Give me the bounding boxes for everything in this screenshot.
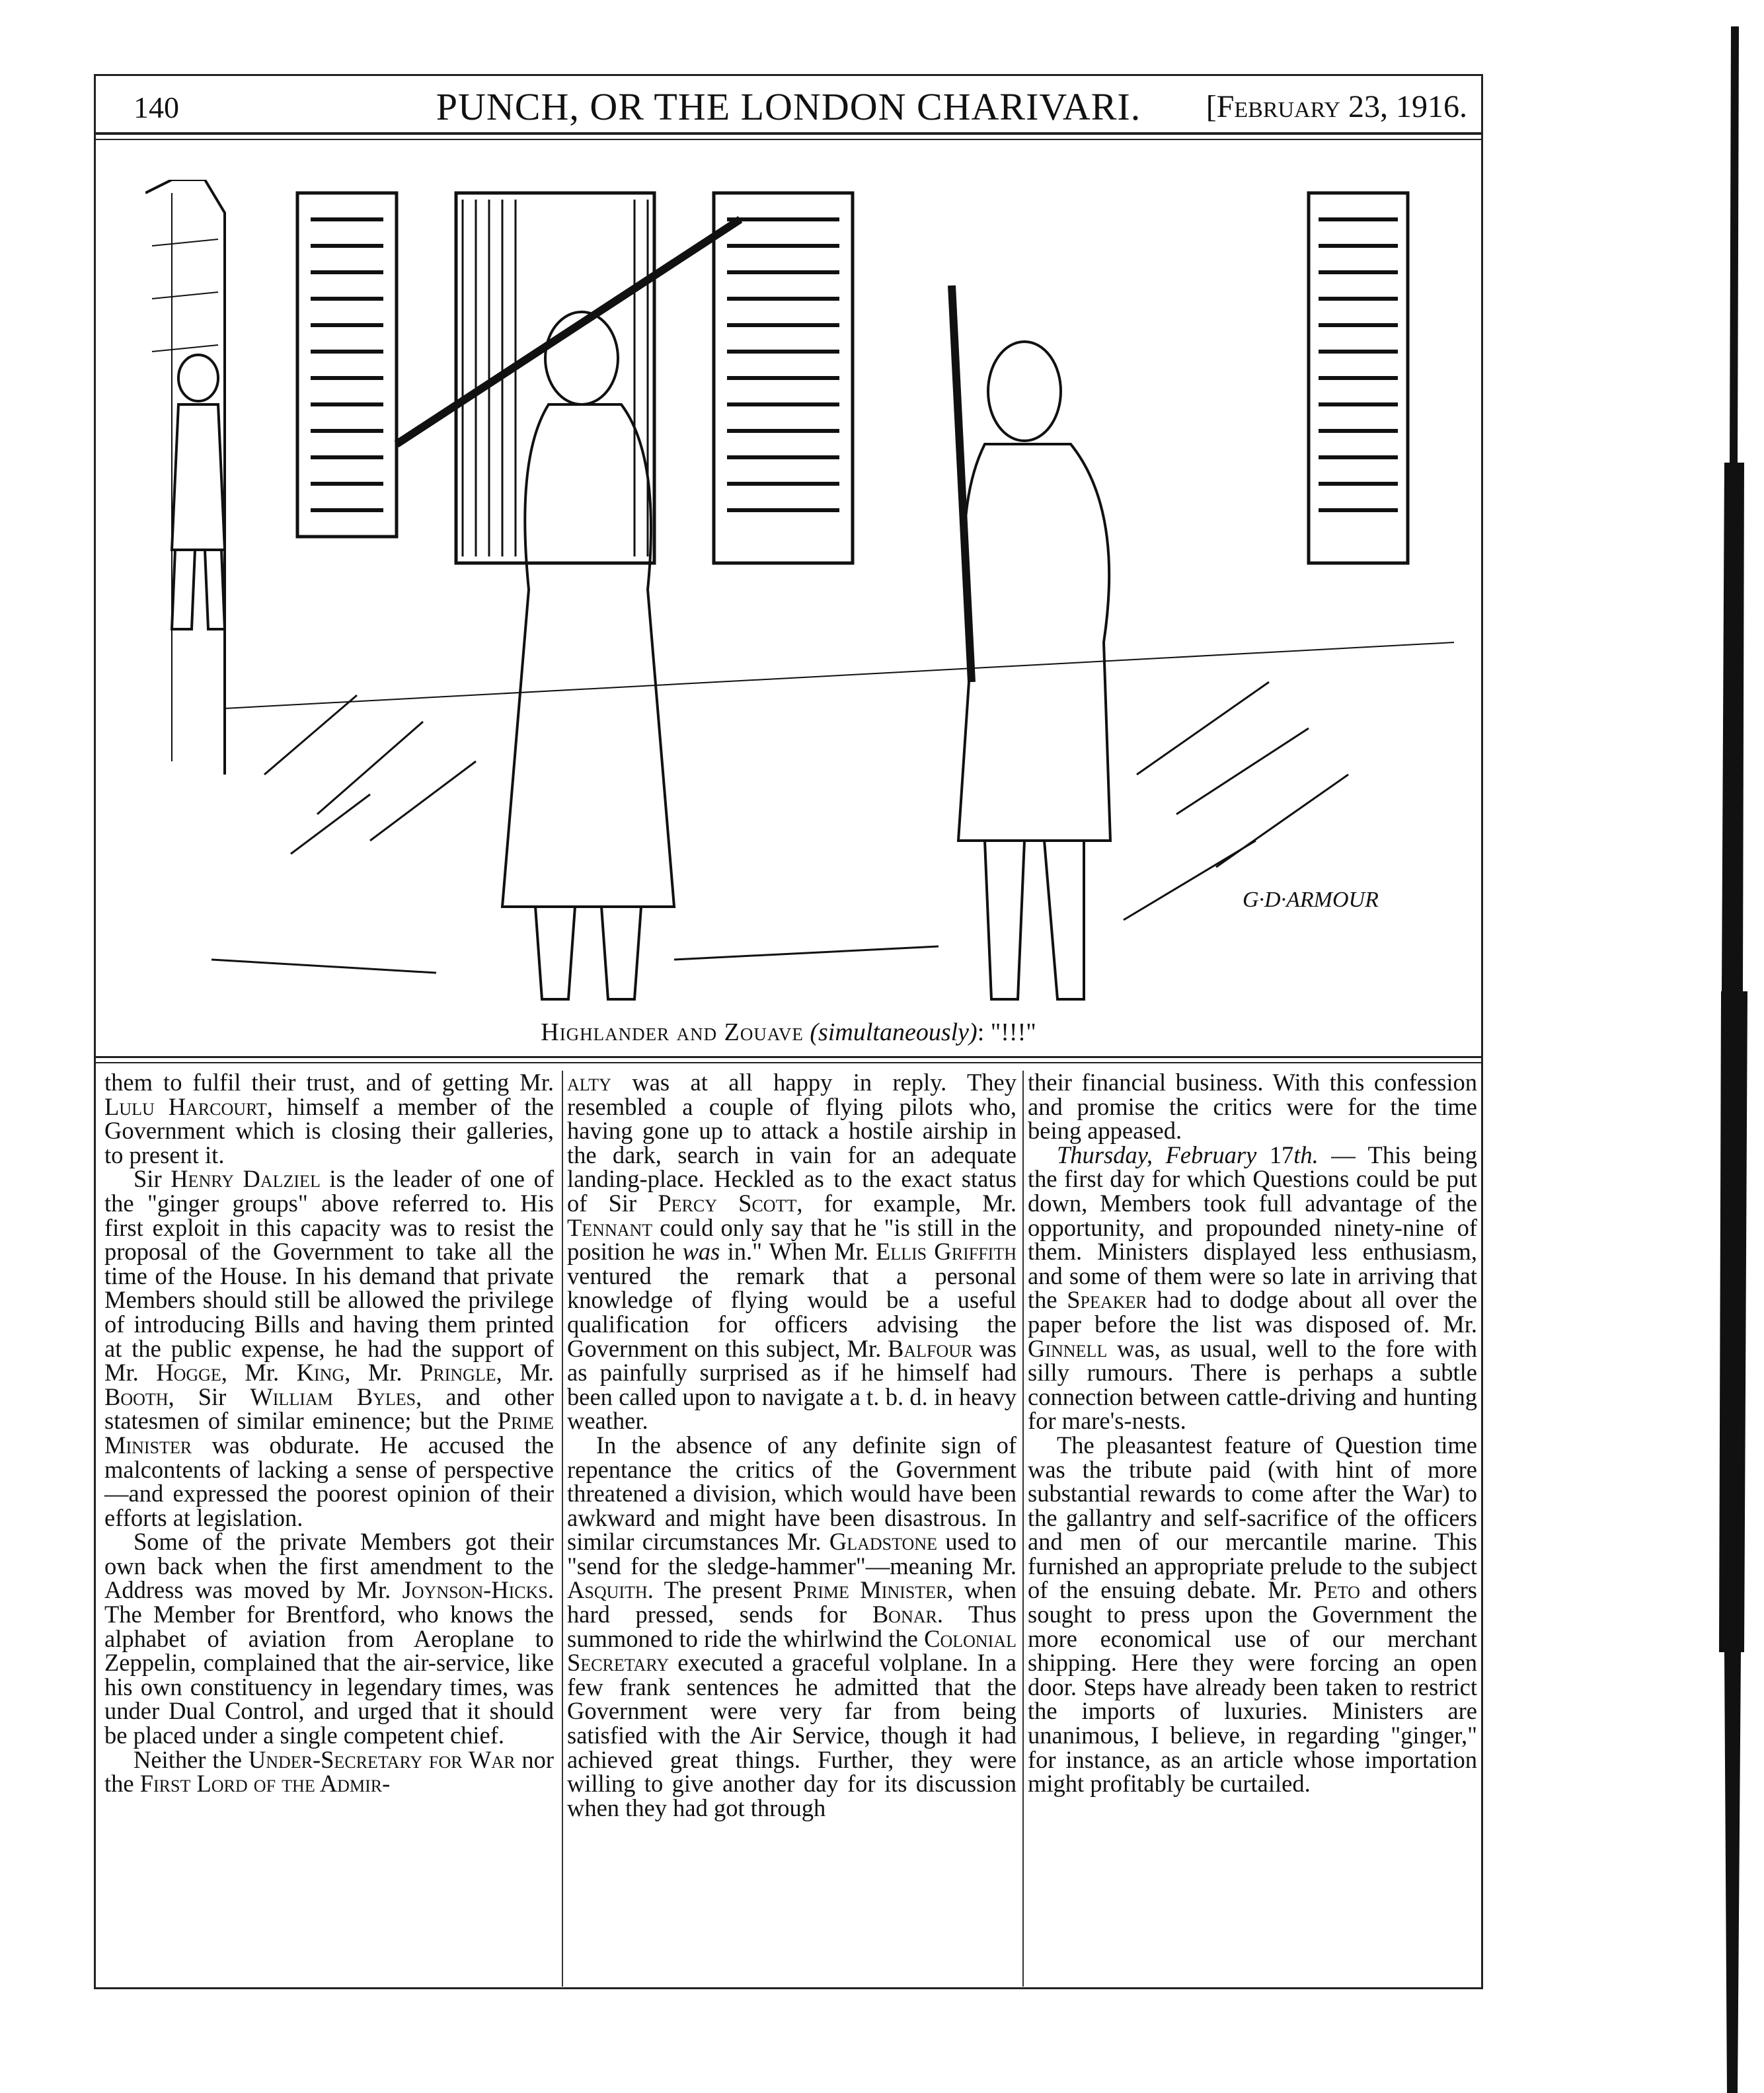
name: King (296, 1359, 345, 1387)
text: was at all happy in reply. They resembled a couple of flying pilots who, having gone up to attack a hostile airship in the dark, search in vain for an adequate landing-place. Heckled as to the exact status of Sir (567, 1069, 1016, 1217)
publication-title: PUNCH, OR THE LONDON CHARIVARI. (436, 85, 1141, 128)
text: executed a graceful volplane. In a few frank sentences he admitted that the Government were very far from being satisfied with the Air Service, though it had achieved great things. Further, they were willing to give another day for its discussion when they had got through (567, 1649, 1016, 1821)
caption-rule-thick (94, 1056, 1483, 1058)
text: was as painfully surprised as if he himself had been called upon to navigate a t. b. d. in heavy weather. (567, 1334, 1016, 1435)
text: . The present (647, 1576, 793, 1604)
name: Balfour (888, 1334, 973, 1362)
name: Gladstone (829, 1528, 937, 1556)
col2-paragraph-2 (567, 1433, 1016, 1821)
name: Tennant (567, 1213, 653, 1241)
caption-speakers: Highlander and Zouave (541, 1018, 804, 1046)
text: 17 (1256, 1141, 1294, 1168)
text: ventured the remark that a personal knowledge of flying would be a useful qualification for officers advising the Government on this subject, Mr. (567, 1262, 1016, 1362)
text: could only say that he "is still in the position he (567, 1213, 1016, 1266)
text: is the leader of one of the "ginger groups" above referred to. His first exploit in this capacity was to resist the proposal of the Government to take all the time of the House. In his demand that private Members should still be allowed the privilege of introducing Bills and having them printed at the public expense, he had the support of Mr. (104, 1165, 554, 1387)
cartoon-illustration (145, 180, 1454, 1019)
text: , for example, Mr. (796, 1189, 1017, 1217)
text: them to fulfil their trust, and of getting Mr. (104, 1069, 554, 1096)
italic-text: Thursday, February (1057, 1141, 1257, 1168)
column-3 (1028, 1071, 1477, 1796)
text: in." When Mr. (720, 1238, 876, 1266)
text: , Mr. (221, 1359, 297, 1387)
text: In the absence of any definite sign of repentance the critics of the Government threatened a division, which would have been awkward and might have been disastrous. In similar circumstances Mr. (567, 1431, 1016, 1556)
text: nor the (104, 1745, 554, 1798)
page-header (94, 78, 1483, 133)
name: Henry Dalziel (171, 1165, 321, 1193)
name: Booth (104, 1383, 169, 1410)
col1-paragraph-2 (104, 1167, 554, 1530)
name: First Lord of the Admir- (139, 1770, 391, 1798)
text: , Mr. (344, 1359, 420, 1387)
name: Percy Scott (658, 1189, 797, 1217)
col1-paragraph-3 (104, 1530, 554, 1747)
text: and others sought to press upon the Government the more economical use of our merchant shipping. Here they were forcing an open door. Steps have already been taken to restrict the imports of luxuries. Ministers are unanimous, I believe, in regarding "ginger," for instance, as an article whose importation might profitably be curtailed. (1028, 1576, 1477, 1798)
italic-text: was (682, 1238, 720, 1266)
name: Pringle (420, 1359, 496, 1387)
name: Lulu Harcourt (104, 1092, 267, 1120)
name: Under-Secretary for War (248, 1745, 516, 1773)
col3-paragraph-2 (1028, 1143, 1477, 1433)
name: alty (567, 1069, 611, 1096)
caption-manner: (simultaneously) (810, 1018, 978, 1046)
name: William Byles (250, 1383, 416, 1410)
name: Colonial Secretary (567, 1624, 1016, 1677)
scan-page-edge (1658, 0, 1764, 2093)
name: Prime Minister (792, 1576, 948, 1604)
text: , when hard pressed, sends for (567, 1576, 1016, 1628)
text: Sir (134, 1165, 171, 1193)
text: , Mr. (496, 1359, 554, 1387)
italic-text: th. (1293, 1141, 1319, 1168)
text: The pleasantest feature of Question time was the tribute paid (with hint of more substantial rewards to come after the War) to the gallantry and self-sacrifice of the officers and men of our mercantile marine. This furnished an appropriate prelude to the subject of the ensuing debate. Mr. (1028, 1431, 1477, 1604)
name: Joynson-Hicks (402, 1576, 548, 1604)
header-rule-thick (94, 132, 1483, 135)
col3-paragraph-3 (1028, 1433, 1477, 1796)
page-number: 140 (134, 91, 179, 124)
illustration-caption (94, 1018, 1483, 1047)
text: their financial business. With this confession and promise the critics were for the time being appeased. (1028, 1069, 1477, 1145)
issue-date: [February 23, 1916. (1206, 89, 1467, 124)
name: Asquith (567, 1576, 648, 1604)
name: Hogge (156, 1359, 221, 1387)
caption-speech: : "!!!" (977, 1018, 1036, 1046)
text: used to "send for the sledge-hammer"—meaning Mr. (567, 1528, 1016, 1579)
col1-paragraph-4 (104, 1745, 554, 1798)
text: was, as usual, well to the fore with silly rumours. There is perhaps a subtle connection between cattle-driving and hunting for mare's-nests. (1028, 1334, 1477, 1435)
column-2 (567, 1071, 1016, 1820)
column-1 (104, 1071, 554, 1796)
name: Speaker (1067, 1286, 1147, 1314)
column-rule-1 (562, 1071, 563, 1987)
artist-signature: G·D·ARMOUR (1243, 888, 1379, 912)
col3-paragraph-1 (1028, 1071, 1477, 1143)
name: Ginnell (1028, 1334, 1108, 1362)
text: . The Member for Brentford, who knows the alphabet of aviation from Aeroplane to Zeppelin, complained that the air-service, like his own constituency in legendary times, was under Dual Control, and urged that it should be placed under a single competent chief. (104, 1576, 554, 1749)
name: Ellis Griffith (875, 1238, 1016, 1266)
text: , himself a member of the Government which is closing their galleries, to present it. (104, 1092, 554, 1168)
col1-paragraph-1 (104, 1071, 554, 1167)
text: , and other statesmen of similar eminence; but the (104, 1383, 554, 1435)
header-top-rule (94, 74, 1483, 76)
text: — This being the first day for which Questions could be put down, Members took full advantage of the opportunity, and propounded ninety-nine of them. Ministers displayed less enthusiasm, and some of them were so late in arriving that the (1028, 1141, 1477, 1314)
text: had to dodge about all over the paper before the list was disposed of. Mr. (1028, 1286, 1478, 1338)
col2-paragraph-1 (567, 1071, 1016, 1433)
name: Prime Minister (104, 1407, 554, 1459)
name: Peto (1313, 1576, 1360, 1604)
text: Some of the private Members got their own back when the first amendment to the Address was moved by Mr. (104, 1528, 554, 1604)
caption-rule-thin (94, 1062, 1483, 1063)
column-rule-2 (1022, 1071, 1024, 1987)
header-rule-thin (94, 139, 1483, 140)
text: Neither the (134, 1745, 249, 1773)
text: , Sir (168, 1383, 250, 1410)
text: . Thus summoned to ride the whirlwind the (567, 1601, 1016, 1652)
name: Bonar (872, 1601, 937, 1628)
text: was obdurate. He accused the malcontents of lacking a sense of perspective—and expressed the poorest opinion of their efforts at legislation. (104, 1431, 554, 1531)
